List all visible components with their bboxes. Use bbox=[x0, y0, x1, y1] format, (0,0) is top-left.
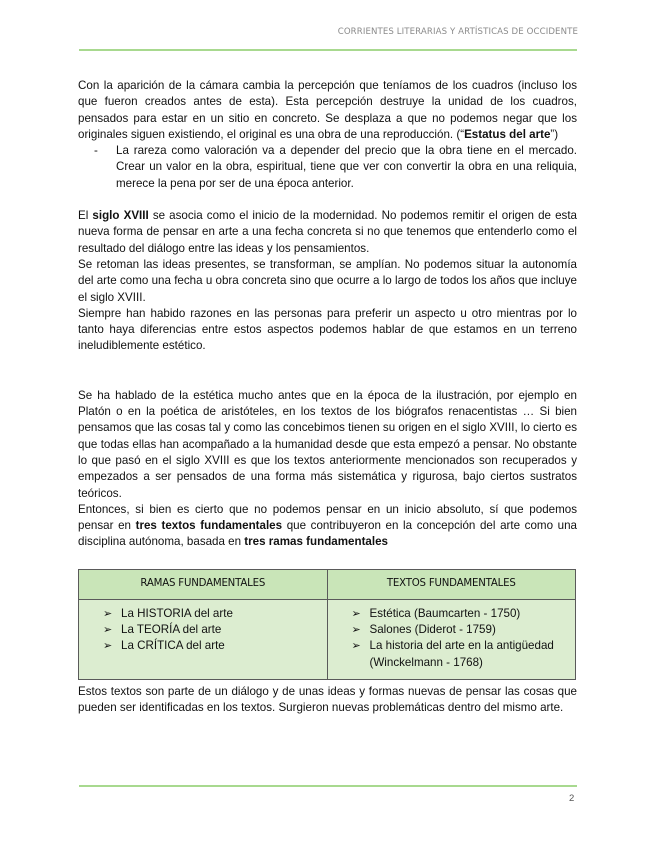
paragraph-estetica: Se ha hablado de la estética mucho antes que en la época de la ilustración, por ejemplo en Platón o en la poética de aristóteles, en los textos de los biógrafos renacentistas … Si bien pensamos que las cosas tal y como las concebimos tienen su origen en el siglo XVIII, lo cierto es que todas ellas han acompañado a la humanidad desde que esta empezó a pensar. No obstante lo que pasó en el siglo XVIII es que los textos anteriormente mencionados son recuperados y empezados a ser pensados de una forma más sistemática y rigurosa, bajo ciertos sustratos teóricos. bbox=[78, 388, 577, 500]
bold-tres-textos: tres textos fundamentales bbox=[135, 519, 283, 533]
cell-textos bbox=[327, 599, 576, 679]
list-item: ➢ La TEORÍA del arte bbox=[103, 622, 319, 638]
arrow-bullet-icon: ➢ bbox=[351, 607, 361, 620]
running-header: CORRIENTES LITERARIAS Y ARTÍSTICAS DE OCCIDENTE bbox=[337, 27, 578, 37]
arrow-bullet-icon: ➢ bbox=[103, 607, 113, 620]
list-item: - La rareza como valoración va a depender del precio que la obra tiene en el mercado. Crear un valor en la obra, espiritual, tiene que ver con convertir la obra en una reliquia, merece la pena por ser de una época anterior. bbox=[116, 143, 577, 192]
arrow-bullet-icon: ➢ bbox=[351, 640, 361, 653]
spacer bbox=[78, 355, 577, 388]
header-rule bbox=[79, 49, 577, 51]
paragraph-siglo-xviii: El siglo XVIII se asocia como el inicio de la modernidad. No podemos remitir el origen de esta nueva forma de pensar en arte a una fecha concreta si no que tenemos que entenderlo como el resultado del diálogo entre las ideas y los pensamientos. bbox=[78, 209, 578, 255]
page-number: 2 bbox=[569, 793, 575, 804]
list-item: ➢ La CRÍTICA del arte bbox=[103, 638, 319, 654]
paragraph-entonces: Entonces, si bien es cierto que no podemos pensar en un inicio absoluto, sí que podemos pensar en tres textos fundamentales que contribuyeron en la concepción del arte como una disciplina autónoma, basada en tres ramas fundamentales bbox=[78, 502, 577, 549]
header-textos: TEXTOS FUNDAMENTALES bbox=[327, 569, 576, 599]
paragraph-dialogo: Estos textos son parte de un diálogo y de unas ideas y formas nuevas de pensar las cosas que pueden ser identificadas en los textos. Surgieron nuevas problemáticas dentro del mismo arte. bbox=[78, 684, 577, 715]
header-ramas: RAMAS FUNDAMENTALES bbox=[79, 569, 328, 599]
list-item: ➢ Estética (Baumcarten - 1750) bbox=[352, 606, 568, 622]
ramas-textos-table bbox=[78, 569, 576, 680]
list-item: ➢ La HISTORIA del arte bbox=[103, 606, 319, 622]
footer-rule bbox=[79, 785, 577, 787]
bold-siglo-xviii: siglo XVIII bbox=[92, 209, 149, 223]
ramas-list bbox=[103, 606, 319, 655]
bold-estatus-del-arte: Estatus del arte bbox=[464, 127, 551, 141]
textos-list bbox=[352, 606, 568, 671]
paragraph-retoman: Se retoman las ideas presentes, se transforman, se amplían. No podemos situar la autonomía del arte como una fecha u obra concreta sino que ocurre a lo largo de todos los años que incluye el siglo XVIII. bbox=[78, 257, 577, 304]
cell-ramas bbox=[79, 599, 328, 679]
list-item: ➢ Salones (Diderot - 1759) bbox=[352, 622, 568, 638]
arrow-bullet-icon: ➢ bbox=[103, 640, 113, 653]
arrow-bullet-icon: ➢ bbox=[103, 624, 113, 637]
bold-tres-ramas: tres ramas fundamentales bbox=[244, 535, 388, 549]
spacer bbox=[78, 192, 577, 208]
table-header-row bbox=[79, 569, 576, 599]
list-item: ➢ La historia del arte en la antigüedad (Winckelmann - 1768) bbox=[351, 639, 554, 669]
paragraph-camera: Con la aparición de la cámara cambia la percepción que teníamos de los cuadros (incluso los que fueron creados antes de esta). Esta percepción destruye la unidad de los cuadros, pensados para estar en un sitio en concreto. Se desplaza a que no podemos negar que los originales siguen existiendo, el original es una obra de una reproducción. (“Estatus del arte”) bbox=[78, 79, 577, 141]
dash-list bbox=[78, 143, 577, 192]
page-content bbox=[78, 78, 577, 717]
paragraph-siempre: Siempre han habido razones en las personas para preferir un aspecto u otro mientras por lo tanto haya diferencias entre estos aspectos podemos hablar de que estamos en un terreno ineludiblemente estético. bbox=[78, 306, 577, 353]
table-row bbox=[79, 599, 576, 679]
arrow-bullet-icon: ➢ bbox=[351, 624, 361, 637]
